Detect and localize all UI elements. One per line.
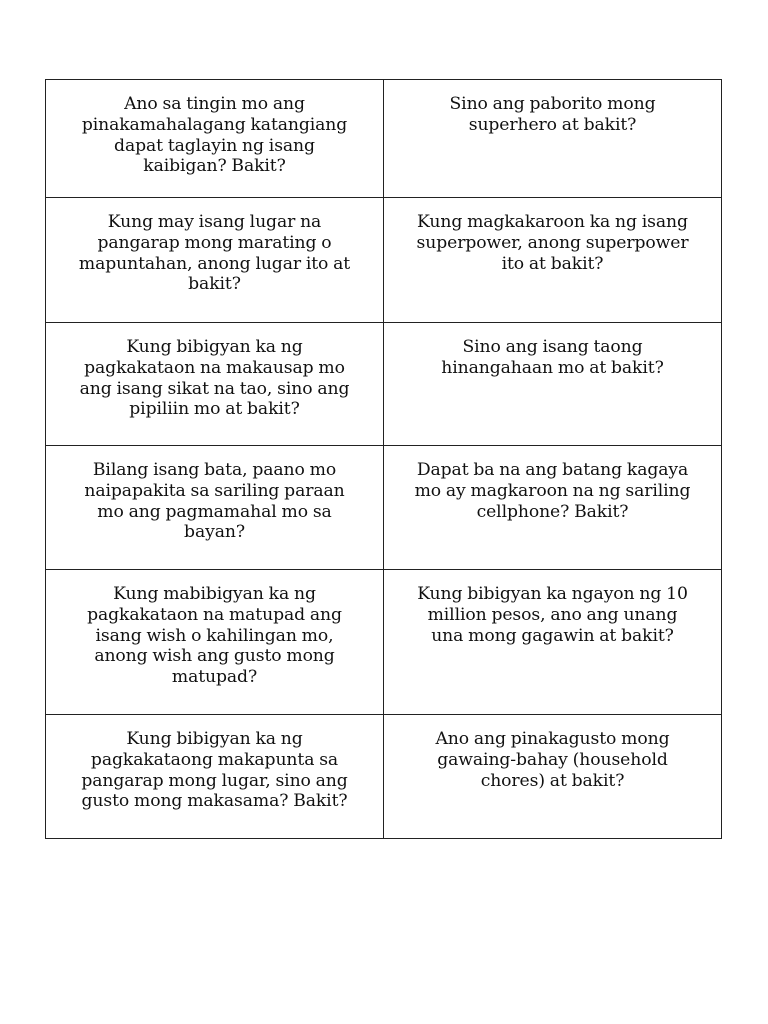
card-line: gawaing-bahay (household — [437, 749, 668, 770]
card-row — [46, 323, 722, 446]
card-line: dapat taglayin ng isang — [114, 135, 315, 156]
card-line: pangarap mong marating o — [97, 232, 332, 253]
card-line: cellphone? Bakit? — [476, 501, 629, 522]
card-line: Kung bibigyan ka ng — [126, 337, 303, 357]
card-line: Bilang isang bata, paano mo — [92, 460, 337, 480]
card-line: Kung may isang lugar na — [107, 212, 322, 232]
question-card — [384, 446, 722, 570]
card-line: ang isang sikat na tao, sino ang — [79, 378, 350, 399]
card-row — [46, 570, 722, 715]
question-card — [46, 446, 384, 570]
card-row — [46, 715, 722, 839]
card-line: mo ay magkaroon na ng sariling — [414, 480, 691, 501]
card-line: superpower, anong superpower — [416, 232, 689, 253]
card-row — [46, 80, 722, 198]
card-line: Kung bibigyan ka ng — [126, 729, 303, 749]
question-card — [46, 80, 384, 198]
card-line: pinakamahalagang katangiang — [81, 114, 348, 135]
card-line: matupad? — [171, 667, 258, 688]
card-line: bakit? — [188, 274, 241, 295]
question-card — [46, 715, 384, 839]
card-line: ito at bakit? — [501, 253, 604, 274]
card-line: pagkakataon na makausap mo — [84, 357, 345, 378]
card-line: Sino ang isang taong — [462, 337, 643, 357]
card-line: Dapat ba na ang batang kagaya — [416, 460, 689, 480]
card-line: kaibigan? Bakit? — [143, 156, 286, 177]
question-card — [384, 570, 722, 715]
card-line: mapuntahan, anong lugar ito at — [78, 253, 351, 274]
question-card — [384, 198, 722, 323]
question-card — [46, 570, 384, 715]
card-line: chores) at bakit? — [480, 770, 625, 791]
card-line: una mong gagawin at bakit? — [431, 625, 674, 646]
question-card — [384, 80, 722, 198]
question-card — [384, 715, 722, 839]
card-row — [46, 198, 722, 323]
card-line: gusto mong makasama? Bakit? — [81, 791, 348, 812]
card-line: Sino ang paborito mong — [449, 94, 656, 114]
question-card — [46, 323, 384, 446]
card-line: Ano sa tingin mo ang — [124, 94, 305, 114]
card-line: superhero at bakit? — [468, 114, 637, 135]
question-card-grid — [45, 79, 722, 839]
card-row — [46, 446, 722, 570]
question-card — [384, 323, 722, 446]
card-line: pagkakataon na matupad ang — [87, 604, 342, 625]
card-line: isang wish o kahilingan mo, — [95, 625, 334, 646]
card-line: bayan? — [184, 522, 245, 543]
card-line: naipapakita sa sariling paraan — [84, 480, 345, 501]
card-line: Kung bibigyan ka ngayon ng 10 — [417, 584, 688, 604]
card-line: anong wish ang gusto mong — [94, 646, 335, 667]
card-line: pipiliin mo at bakit? — [129, 399, 300, 420]
card-line: Ano ang pinakagusto mong — [435, 729, 670, 749]
card-line: hinangahaan mo at bakit? — [441, 357, 664, 378]
card-line: mo ang pagmamahal mo sa — [97, 501, 332, 522]
card-line: Kung magkakaroon ka ng isang — [417, 212, 688, 232]
card-line: pangarap mong lugar, sino ang — [81, 770, 348, 791]
question-card — [46, 198, 384, 323]
card-line: million pesos, ano ang unang — [427, 604, 678, 625]
card-line: pagkakataong makapunta sa — [90, 749, 339, 770]
card-line: Kung mabibigyan ka ng — [113, 584, 316, 604]
